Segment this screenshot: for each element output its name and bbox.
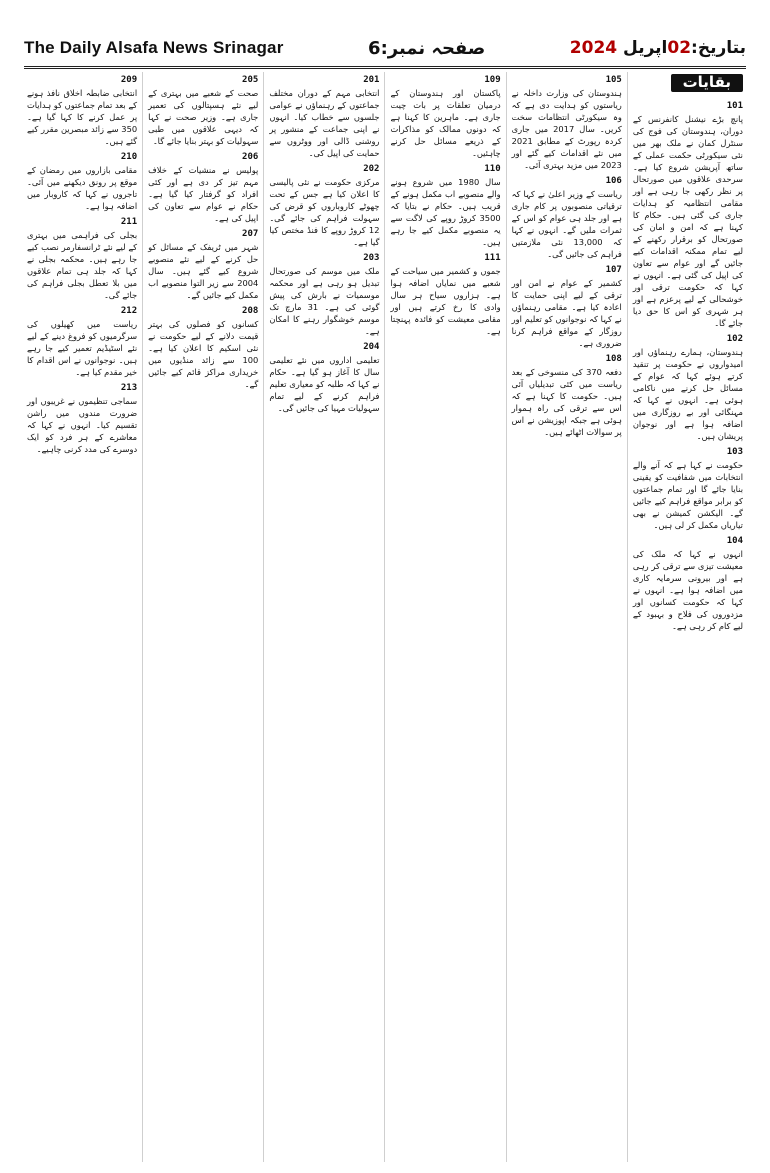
- story-text: ریاست میں کھیلوں کی سرگرمیوں کو فروغ دینے کے لیے نئے اسٹیڈیم تعمیر کیے جا رہے ہیں۔ نوجوانوں نے اس اقدام کا خیر مقدم کیا ہے۔: [26, 319, 138, 377]
- story-text: بجلی کی فراہمی میں بہتری کے لیے نئے ٹرانسفارمر نصب کیے جا رہے ہیں۔ محکمہ بجلی نے کہا کہ جلد ہی تمام علاقوں میں بلا تعطل بجلی فراہم کی جائے گی۔: [26, 230, 138, 300]
- story-number: 103: [726, 447, 743, 457]
- story-text: ہندوستان، ہمارے رہنماؤں اور امیدواروں نے حکومت پر تنقید کرتے ہوئے کہا کہ عوام کے مسائل حل کرنے میں ناکامی ہوئی ہے۔ انہوں نے کہا کہ مہنگائی اور بے روزگاری میں اضافہ ہوا ہے اور نوجوان پریشان ہیں۔: [632, 347, 743, 441]
- column-5: [142, 72, 263, 1162]
- story: [512, 175, 622, 260]
- section-title: بقایات: [671, 74, 743, 92]
- story: [148, 305, 258, 390]
- masthead: [24, 30, 746, 69]
- column-4: [263, 72, 384, 1162]
- story-number: 108: [605, 354, 622, 364]
- story-number: 205: [242, 75, 259, 85]
- date-day: 02: [667, 38, 692, 58]
- story-number: 212: [120, 306, 138, 316]
- story-number: 105: [605, 75, 622, 85]
- story: [512, 264, 622, 349]
- story-number: 202: [363, 164, 380, 174]
- story-number: 101: [726, 101, 743, 111]
- story-text: شہر میں ٹریفک کے مسائل کو حل کرنے کے لیے نئے منصوبے شروع کیے گئے ہیں۔ سال 2004 سے زیر التوا منصوبے اب مکمل کیے جائیں گے۔: [148, 242, 259, 300]
- article-columns: [22, 72, 748, 1162]
- story-text: صحت کے شعبے میں بہتری کے لیے نئے ہسپتالوں کی تعمیر جاری ہے۔ وزیر صحت نے کہا کہ دیہی علاقوں میں طبی سہولیات کو بہتر بنایا جائے گا۔: [148, 88, 259, 146]
- story-text: سال 1980 میں شروع ہونے والے منصوبے اب مکمل ہونے کے قریب ہیں۔ حکام نے بتایا کہ 3500 کروڑ روپے کی لاگت سے یہ منصوبے مکمل کیے جا رہے ہیں۔: [390, 177, 501, 247]
- date-month: اپریل: [623, 38, 668, 58]
- column-6: [22, 72, 142, 1162]
- story-number: 110: [484, 164, 501, 174]
- story-number: 104: [726, 536, 743, 546]
- story-text: کشمیر کے عوام نے امن اور ترقی کے لیے اپنی حمایت کا اعادہ کیا ہے۔ مقامی رہنماؤں نے کہا کہ نوجوانوں کو تعلیم اور روزگار کے مواقع فراہم کرنا ضروری ہے۔: [511, 278, 622, 348]
- column-3: [384, 72, 505, 1162]
- story: [148, 228, 258, 301]
- story: [27, 216, 137, 301]
- story: [27, 305, 137, 378]
- story: [27, 382, 137, 455]
- story-number: 102: [726, 334, 743, 344]
- story: [27, 74, 137, 147]
- paper-name: The Daily Alsafa News Srinagar: [24, 38, 284, 57]
- story-text: دفعہ 370 کی منسوخی کے بعد ریاست میں کئی تبدیلیاں آئی ہیں۔ حکومت کا کہنا ہے کہ اس سے ترقی کی راہ ہموار ہوئی ہے جبکہ اپوزیشن نے اس پر سوالات اٹھائے ہیں۔: [511, 367, 622, 437]
- date-year: 2024: [569, 38, 618, 58]
- story-text: ہندوستان کی وزارت داخلہ نے ریاستوں کو ہدایت دی ہے کہ وہ سیکورٹی انتظامات سخت کریں۔ سال 2017 میں جاری کردہ رپورٹ کے مطابق 2021 میں نئے اقدامات کیے گئے اور 2023 میں مزید بہتری آئی۔: [511, 88, 622, 170]
- story: [148, 74, 258, 147]
- story-text: ریاست کے وزیر اعلیٰ نے کہا کہ ترقیاتی منصوبوں پر کام جاری ہے اور جلد ہی عوام کو اس کے ثمرات ملیں گے۔ انہوں نے کہا کہ 13,000 نئی ملازمتیں فراہم کی جائیں گی۔: [511, 189, 622, 259]
- story-number: 207: [242, 229, 259, 239]
- story-number: 206: [242, 152, 259, 162]
- story-text: مقامی بازاروں میں رمضان کے موقع پر رونق دیکھنے میں آئی۔ تاجروں نے کہا کہ کاروبار میں اضافہ ہوا ہے۔: [26, 165, 138, 211]
- dateline: [570, 38, 746, 58]
- story-text: انتخابی ضابطہ اخلاق نافذ ہونے کے بعد تمام جماعتوں کو ہدایات پر عمل کرنے کا کہا گیا ہے۔ 350 سے زائد مبصرین مقرر کیے گئے ہیں۔: [26, 88, 138, 146]
- story-text: انتخابی مہم کے دوران مختلف جماعتوں کے رہنماؤں نے عوامی جلسوں سے خطاب کیا۔ انہوں نے اپنی جماعت کے منشور پر روشنی ڈالی اور ووٹروں سے حمایت کی اپیل کی۔: [269, 88, 380, 158]
- story-text: مرکزی حکومت نے نئی پالیسی کا اعلان کیا ہے جس کے تحت چھوٹے کاروباروں کو قرض کی سہولت فراہم کی جائے گی۔ 12 کروڑ روپے کا فنڈ مختص کیا گیا ہے۔: [269, 177, 380, 247]
- story-number: 213: [120, 383, 138, 393]
- story-number: 106: [605, 176, 622, 186]
- story: [633, 333, 743, 442]
- story-number: 204: [363, 342, 380, 352]
- story-number: 107: [605, 265, 622, 275]
- story: [633, 446, 743, 531]
- story-text: پاکستان اور ہندوستان کے درمیان تعلقات پر بات چیت جاری ہے۔ ماہرین کا کہنا ہے کہ دونوں ممالک کو مذاکرات کے ذریعے مسائل حل کرنے چاہئیں۔: [390, 88, 501, 158]
- story: [512, 74, 622, 171]
- date-prefix: بتاریخ:: [691, 38, 746, 58]
- story: [148, 151, 258, 224]
- story-text: جموں و کشمیر میں سیاحت کے شعبے میں نمایاں اضافہ ہوا ہے۔ ہزاروں سیاح ہر سال وادی کا رخ کرتے ہیں اور مقامی معیشت کو فائدہ پہنچتا ہے۔: [390, 266, 501, 336]
- story-text: سماجی تنظیموں نے غریبوں اور ضرورت مندوں میں راشن تقسیم کیا۔ انہوں نے کہا کہ معاشرے کے ہر فرد کو ایک دوسرے کی مدد کرنی چاہیے۔: [26, 396, 138, 454]
- story: [269, 163, 379, 248]
- column-2: [506, 72, 627, 1162]
- story-number: 210: [120, 152, 138, 162]
- story-number: 203: [363, 253, 380, 263]
- story: [390, 74, 500, 159]
- page-number: صفحہ نمبر:6: [368, 37, 486, 59]
- story: [512, 353, 622, 438]
- story: [390, 163, 500, 248]
- story-text: کسانوں کو فصلوں کی بہتر قیمت دلانے کے لیے حکومت نے نئی اسکیم کا اعلان کیا ہے۔ 100 سے زائد منڈیوں میں خریداری مراکز قائم کیے جائیں گے۔: [148, 319, 259, 389]
- story: [27, 151, 137, 212]
- story-text: حکومت نے کہا ہے کہ آنے والے انتخابات میں شفافیت کو یقینی بنایا جائے گا اور تمام جماعتوں کو برابر مواقع فراہم کیے جائیں گے۔ الیکشن کمیشن نے بھی تیاریاں مکمل کر لی ہیں۔: [632, 460, 743, 530]
- story-text: ملک میں موسم کی صورتحال تبدیل ہو رہی ہے اور محکمہ موسمیات نے بارش کی پیش گوئی کی ہے۔ 31 مارچ تک موسم خوشگوار رہنے کا امکان ہے۔: [269, 266, 380, 336]
- column-1: [627, 72, 748, 1162]
- story: [269, 252, 379, 337]
- story-number: 211: [120, 217, 138, 227]
- story-text: پولیس نے منشیات کے خلاف مہم تیز کر دی ہے اور کئی افراد کو گرفتار کیا گیا ہے۔ حکام نے عوام سے تعاون کی اپیل کی ہے۔: [148, 165, 259, 223]
- story: [269, 74, 379, 159]
- story: [633, 100, 743, 329]
- story-number: 201: [363, 75, 380, 85]
- story-text: انہوں نے کہا کہ ملک کی معیشت تیزی سے ترقی کر رہی ہے اور بیرونی سرمایہ کاری میں اضافہ ہوا ہے۔ انہوں نے کہا کہ حکومت کسانوں اور مزدوروں کی فلاح و بہبود کے لیے کام کر رہی ہے۔: [632, 549, 743, 631]
- story-text: پانچ بڑے نیشنل کانفرنس کے دوران، ہندوستان کی فوج کی سنٹرل کمان نے ملک بھر میں نئی سیکورٹی حکمت عملی کے ساتھ آپریشن شروع کیا ہے۔ سرحدی علاقوں میں صورتحال پر نظر رکھی جا رہی ہے اور مقامی انتظامیہ کو ہدایات جاری کی گئی ہیں۔ حکام کا کہنا ہے کہ امن و امان کی صورتحال کو برقرار رکھنے کے لیے تمام ممکنہ اقدامات کیے جائیں گے اور عوام سے تعاون کی اپیل کی گئی ہے۔ انہوں نے کہا کہ حکومت ترقی اور خوشحالی کے لیے پرعزم ہے اور ہر شہری کو اس کا حق دیا جائے گا۔: [632, 114, 743, 328]
- story: [633, 535, 743, 632]
- story: [390, 252, 500, 337]
- story-number: 111: [484, 253, 501, 263]
- story-text: تعلیمی اداروں میں نئے تعلیمی سال کا آغاز ہو گیا ہے۔ حکام نے کہا کہ طلبہ کو معیاری تعلیم فراہم کرنے کے لیے تمام سہولیات مہیا کی جائیں گی۔: [269, 355, 380, 413]
- story-number: 109: [484, 75, 501, 85]
- story-number: 208: [242, 306, 259, 316]
- story-number: 209: [120, 75, 138, 85]
- story: [269, 341, 379, 414]
